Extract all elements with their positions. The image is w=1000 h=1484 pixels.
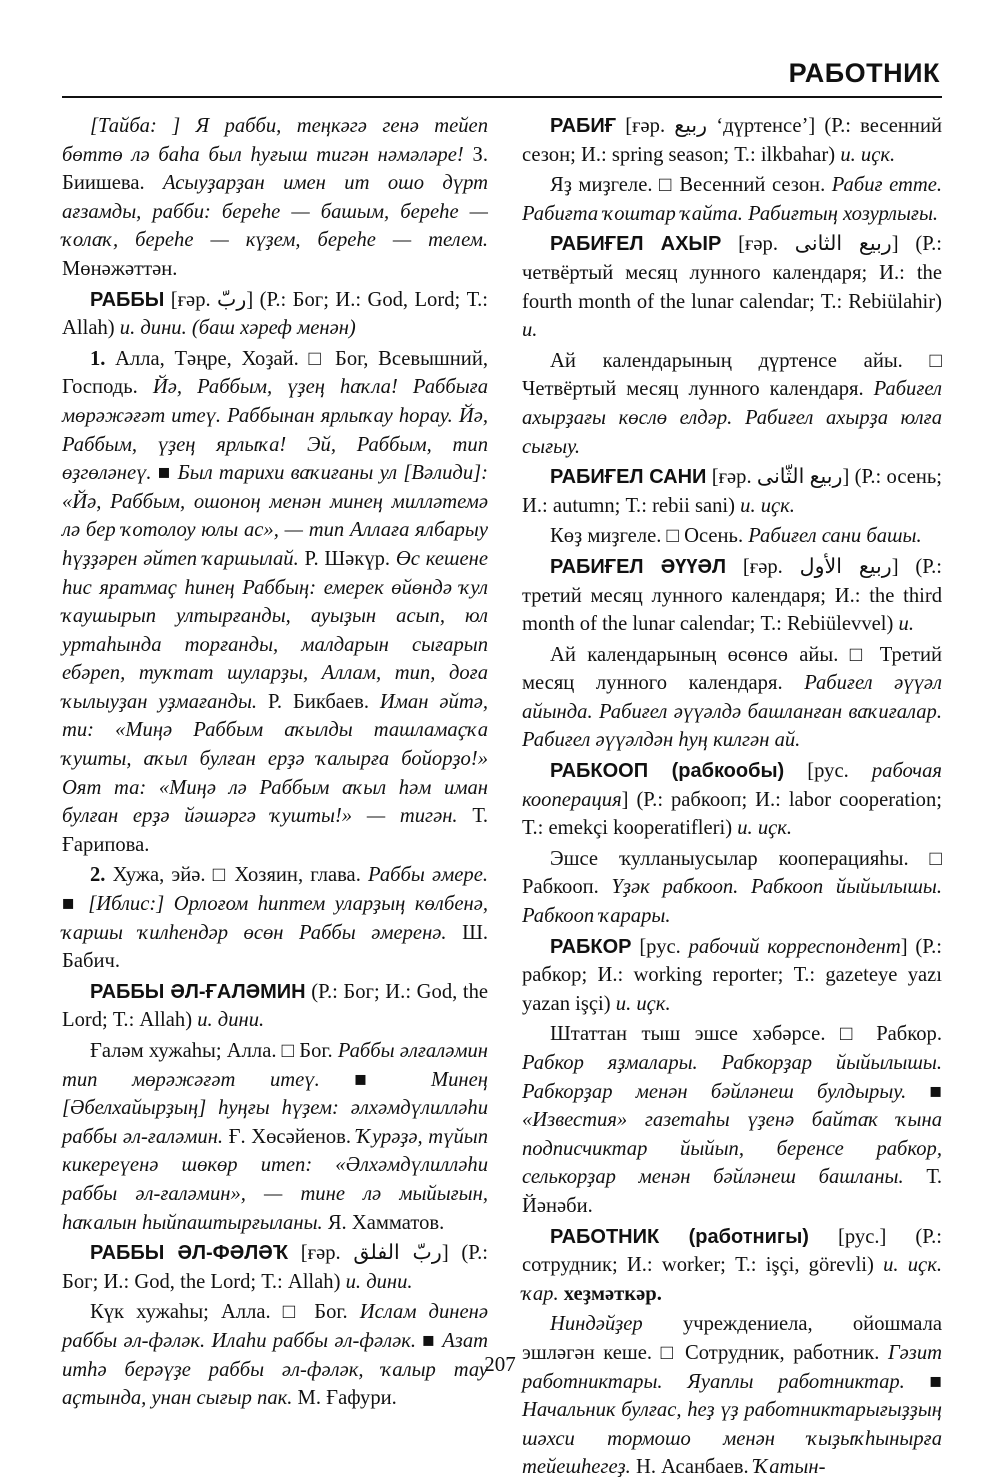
entry-head-rabotnik: РАБОТНИК (работнигы) [рус.] (Р.: сотрудник; И.: worker; Т.: işçi, görevli) и. иҫк. ҡар. хеҙмәткәр. (522, 1225, 942, 1305)
entry-head-rabkor: РАБКОР [рус. рабочий корреспондент] (Р.: рабкор; И.: working reporter; Т.: gazeteye yazı yazan işçi) и. иҫк. (522, 935, 942, 1015)
entry-body-rabig-sani: Көҙ миҙгеле. □ Осень. Рабиғел сани башы. (550, 525, 922, 548)
entry-head-rabig-sani: РАБИҒЕЛ САНИ [ғәр. ربیع الثّانی] (Р.: осень; И.: autumn; Т.: rebii sani) и. иҫк. (522, 466, 942, 517)
entry-head-raabby: РАББЫ [ғәр. ربّ] (Р.: Бог; И.: God, Lord; Т.: Allah) и. дини. (баш хәреф менән) (62, 288, 488, 340)
left-column (62, 112, 488, 1415)
entry-body-rabkoop: Эшсе ҡулланыусылар кооперацияһы. □ Рабкооп. Үҙәк рабкооп. Рабкооп йыйылышы. Рабкооп ҡарары. (522, 847, 942, 928)
entry-body-raabby-alalamin: Ғаләм хужаһы; Алла. □ Бог. Раббы әлғаләмин тип мөрәжәғәт итеү. ■ Минең [Әбелхайырҙың] һуңғы һүҙем: әлхәмдүлилләһи раббы әл-ғаләмин. Ғ. Хөсәйенов. Ҡурәҙә, түйып кикереүенә шөкөр итеп: «Әлхәмдүлилләһи раббы әл-ғаләмин», — тине лә мыйығын, һаҡалын һыйпаштырғыланы. Я. Хамматов. (62, 1040, 488, 1234)
header-rule (62, 96, 942, 98)
entry-head-raabby-alfalak: РАББЫ ӘЛ-ФӘЛӘҠ [ғәр. ربّ الفلق] (Р.: Бог; И.: God, the Lord; Т.: Allah) и. дини. (62, 1242, 489, 1293)
right-column (522, 112, 942, 1484)
entry-body-rabig-akhyr: Ай календарының дүртенсе айы. □ Четвёртый месяц лунного календаря. Рабиғел ахырҙағы көслө елдәр. Рабиғел ахырҙа юлға сығыу. (522, 349, 942, 458)
entry-head-rabig-akhyr: РАБИҒЕЛ АХЫР [ғәр. ربیع الثانی] (Р.: четвёртый месяц лунного календаря; И.: the fourth month of the lunar calendar; Т.: Rebiülahir) и. (522, 233, 942, 342)
entry-body-raabby-alfalak: Күк хужаһы; Алла. □ Бог. Ислам диненә раббы әл-фәләк. Илаһи раббы әл-фәләк. ■ Азат итһә берәүҙе раббы әл-фәләк, ҡалыр тау аҫтында, унан сығыр пак. М. Ғафури. (62, 1301, 488, 1410)
entry-body-rabkor: Штаттан тыш эшсе хәбәрсе. □ Рабкор. Рабкор яҙмалары. Рабкорҙар йыйылышы. Рабкорҙар менән бәйләнеш булдырыу. ■ «Известия» газетаһы үҙенә байтаҡ ҡына подписчиктар йыйып, беренсе рабкор, селькорҙар менән бәйләнеш башланы. Т. Йәнәби. (522, 1023, 942, 1217)
entry-head-rabig: РАБИҒ [ғәр. ربیع ‘дүртенсе’] (Р.: весенний сезон; И.: spring season; Т.: ilkbahar) и. иҫк. (522, 115, 942, 166)
sense-1: 1. Алла, Тәңре, Хоҙай. □ Бог, Всевышний, Господь. Йә, Раббым, үҙең һаҡла! Раббыға мөрәжәғәт итеү. Раббынан ярлыҡау һорау. Йә, Раббым, үҙең ярлыҡа! Эй, Раббым, тип өҙгөләнеү. ■ Был тарихи ваҡиғаны ул [Вәлиди]: «Йә, Раббым, ошоноң менән минең милләтемә лә бер ҡотолоу юлы ас», — тип Аллаға ялбарыу һүҙҙәрен әйтеп ҡаршылай. Р. Шәкүр. Өс кешене һис яратмаҫ һинең Раббың: емерек өйөндә ҡул ҡаушырып ултырғанды, ауыҙын асып, юл уртаһында торғанды, малдарын сығарып ебәреп, туҡтат шуларҙы, Аллам, тип, доға ҡылыуҙан уҙмағанды. Р. Бикбаев. Иман әйтә, ти: «Миңә Раббым аҡылды ташламаҫҡа ҡушты, аҡыл булған ерҙә ҡалырға бойорҙо!» Оят та: «Миңә лә Раббым аҡыл һәм иман булған ерҙә йәшәргә ҡушты!» — тигән. Т. Ғарипова. (62, 347, 489, 856)
running-head: РАБОТНИК (788, 58, 940, 88)
page-number: 207 (484, 1352, 516, 1376)
entry-body-rabotnik: Ниндәйҙер учреждениела, ойошмала эшләгән кеше. □ Сотрудник, работник. Гәзит работниктары. Яуаплы работниктар. ■ Начальник булғас, һеҙ үҙ работниктарығыҙҙың шәхси тормошо менән ҡыҙыҡһынырға тейешһегеҙ. Н. Асанбаев. Ҡатын- (522, 1313, 942, 1479)
entry-continuation: [Тайба: ] Я рабби, теңкәгә генә тейеп бөттө лә баһа был һуғыш тигән нәмәләре! З. Биишева. Асыуҙарҙан имен ит ошо дүрт ағзамды, рабби: береһе — башым, береһе — ҡолаҡ, береһе — күҙем, береһе — телем. Мөнәжәттән. (62, 115, 488, 280)
entry-body-rabig-auual: Ай календарының өсөнсө айы. □ Третий месяц лунного календаря. Рабиғел әүүәл айында. Рабиғел әүүәлдә башланған ваҡиғалар. Рабиғел әүүәлдән һуң килгән ай. (522, 643, 943, 752)
entry-head-rabig-auual: РАБИҒЕЛ ӘҮҮӘЛ [ғәр. ربیع الأول] (Р.: третий месяц лунного календаря; И.: the third month of the lunar calendar; Т.: Rebiülevvel) и. (522, 555, 942, 636)
entry-head-raabby-alalamin: РАББЫ ӘЛ-ҒАЛӘМИН (Р.: Бог; И.: God, the Lord; Т.: Allah) и. дини. (62, 980, 489, 1032)
sense-2: 2. Хужа, эйә. □ Хозяин, глава. Раббы әмере. ■ [Иблис:] Орлоғом һиптем уларҙың көлбенә, ҡаршы ҡилһендәр өсөн Раббы әмеренә. Ш. Бабич. (62, 864, 488, 973)
entry-body-rabig: Яҙ миҙгеле. □ Весенний сезон. Рабиғ етте. Рабиғта ҡоштар ҡайта. Рабиғтың хозурлығы. (522, 174, 942, 225)
entry-head-rabkoop: РАБКООП (рабкообы) [рус. рабочая кооперация] (Р.: рабкооп; И.: labor cooperation; Т.: emekçi kooperatifleri) и. иҫк. (522, 760, 942, 840)
